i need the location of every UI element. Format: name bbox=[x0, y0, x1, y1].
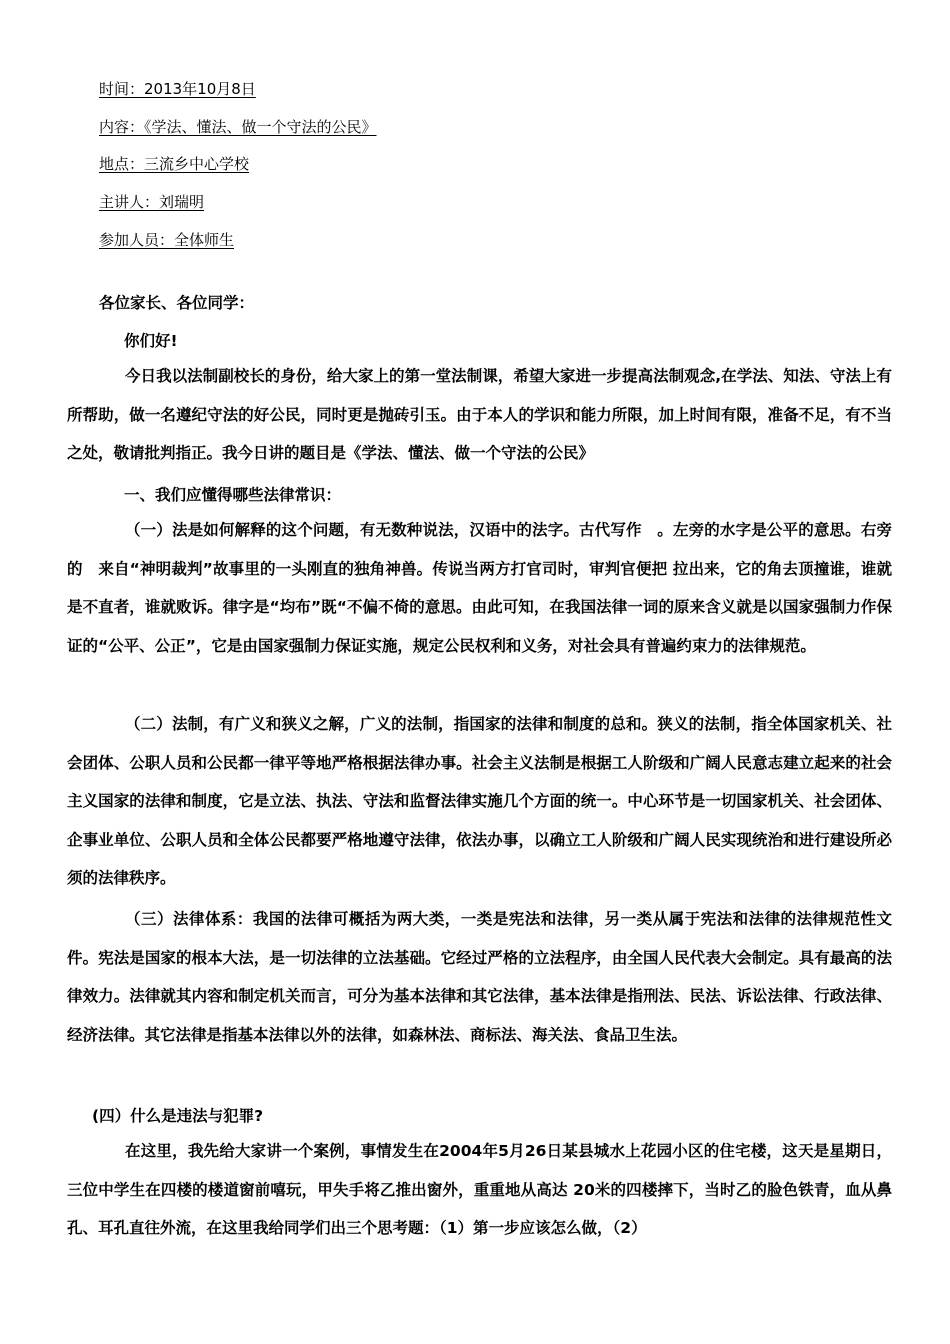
meta-place: 地点：三流乡中心学校 bbox=[99, 155, 250, 173]
meta-speaker: 主讲人：刘瑞明 bbox=[99, 193, 205, 211]
greeting: 各位家长、各位同学： bbox=[99, 294, 255, 312]
meta-attendees: 参加人员：全体师生 bbox=[99, 231, 235, 249]
meta-time: 时间：2013年10月8日 bbox=[99, 80, 256, 98]
section1-title: 一、我们应懂得哪些法律常识： bbox=[124, 486, 342, 504]
paragraph-2: （二）法制，有广义和狭义之解，广义的法制，指国家的法律和制度的总和。狭义的法制，指全体国家机关、社会团体、公职人员和公民都一律平等地严格根据法律办事。社会主义法制是根据工人阶级和广阔人民意志建立起来的社会主义国家的法律和制度，它是立法、执法、守法和监督法律实施几个方面的统一。中心环节是一切国家机关、社会团体、企事业单位、公职人员和全体公民都要严格地遵守法律，依法办事，以确立工人阶级和广阔人民实现统治和进行建设所必须的法律秩序。 bbox=[67, 715, 892, 887]
paragraph-4: 在这里，我先给大家讲一个案例，事情发生在2004年5月26日某县城水上花园小区的住宅楼，这天是星期日，三位中学生在四楼的楼道窗前嘻玩，甲失手将乙推出窗外，重重地从高达 20米的四楼摔下，当时乙的脸色铁青，血从鼻孔、耳孔直往外流，在这里我给同学们出三个思考题：（1）第一步应该怎么做，（2） bbox=[67, 1142, 892, 1237]
meta-content: 内容：《学法、懂法、做一个守法的公民》 bbox=[99, 118, 377, 136]
paragraph-3: （三）法律体系：我国的法律可概括为两大类，一类是宪法和法律，另一类从属于宪法和法律的法律规范性文件。宪法是国家的根本大法，是一切法律的立法基础。它经过严格的立法程序，由全国人民代表大会制定。具有最高的法律效力。法律就其内容和制定机关而言，可分为基本法律和其它法律，基本法律是指刑法、民法、诉讼法律、行政法律、经济法律。其它法律是指基本法律以外的法律，如森林法、商标法、海关法、食品卫生法。 bbox=[67, 910, 892, 1044]
intro-paragraph: 今日我以法制副校长的身份，给大家上的第一堂法制课，希望大家进一步提高法制观念,在学法、知法、守法上有所帮助，做一名遵纪守法的好公民，同时更是抛砖引玉。由于本人的学识和能力所限，加上时间有限，准备不足，有不当之处，敬请批判指正。我今日讲的题目是《学法、懂法、做一个守法的公民》 bbox=[67, 367, 892, 462]
paragraph-1: （一）法是如何解释的这个问题，有无数种说法，汉语中的法字。古代写作 。左旁的水字是公平的意思。右旁的 来自“神明裁判”故事里的一头刚直的独角神兽。传说当两方打官司时，审判官便把 拉出来，它的角去顶撞谁，谁就是不直者，谁就败诉。律字是“均布”既“不偏不倚的意思。由此可知，在我国法律一词的原来含义就是以国家强制力作保证的“公平、公正”，它是由国家强制力保证实施，规定公民权利和义务，对社会具有普遍约束力的法律规范。 bbox=[67, 521, 892, 655]
hello: 你们好! bbox=[124, 332, 178, 350]
section4-title: (四）什么是违法与犯罪? bbox=[92, 1107, 264, 1125]
